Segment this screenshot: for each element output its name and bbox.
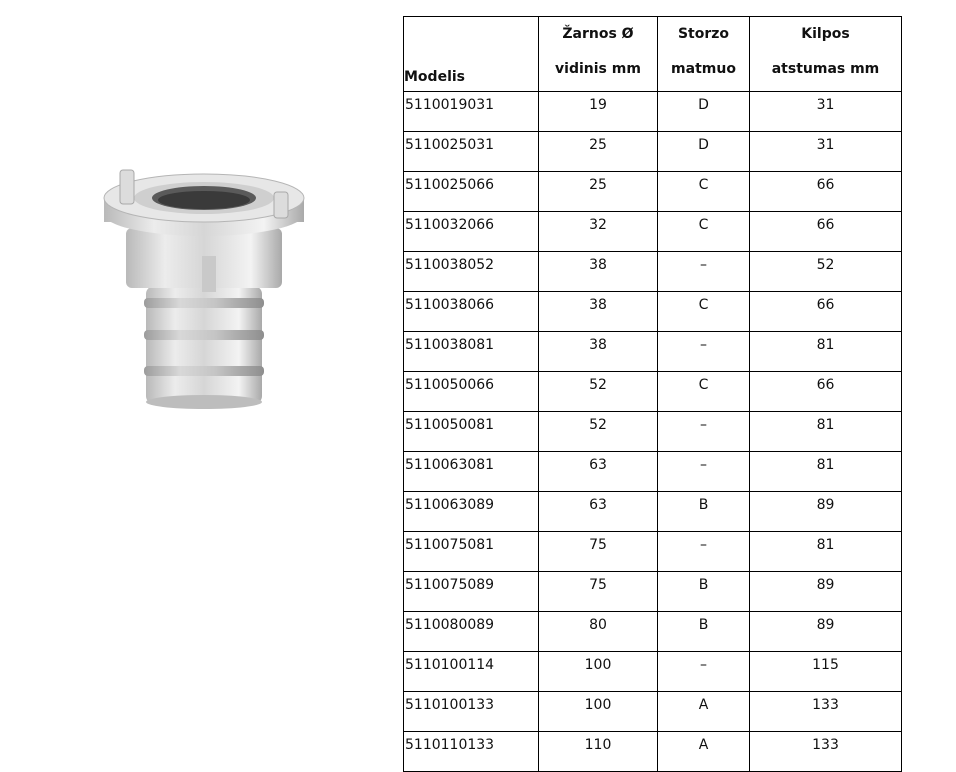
cell-hose-diameter: 19 <box>539 92 658 132</box>
cell-storz-size: – <box>658 412 750 452</box>
header-hose-line2: vidinis mm <box>555 61 641 77</box>
cell-claw-distance: 81 <box>750 532 902 572</box>
table-row <box>404 612 902 652</box>
cell-claw-distance: 31 <box>750 92 902 132</box>
cell-claw-distance: 81 <box>750 332 902 372</box>
cell-model: 5110063081 <box>404 452 539 492</box>
cell-model: 5110038052 <box>404 252 539 292</box>
header-claw-distance <box>750 17 902 92</box>
table-row <box>404 732 902 772</box>
cell-claw-distance: 66 <box>750 212 902 252</box>
cell-model: 5110019031 <box>404 92 539 132</box>
cell-model: 5110075089 <box>404 572 539 612</box>
cell-claw-distance: 89 <box>750 492 902 532</box>
cell-storz-size: B <box>658 492 750 532</box>
cell-model: 5110080089 <box>404 612 539 652</box>
table-row <box>404 172 902 212</box>
header-claw-line1: Kilpos <box>801 26 850 42</box>
cell-model: 5110025031 <box>404 132 539 172</box>
cell-storz-size: A <box>658 692 750 732</box>
table-row <box>404 252 902 292</box>
cell-model: 5110063089 <box>404 492 539 532</box>
cell-claw-distance: 52 <box>750 252 902 292</box>
cell-storz-size: B <box>658 612 750 652</box>
header-storz-line1: Storzo <box>677 26 730 42</box>
table-row <box>404 452 902 492</box>
cell-hose-diameter: 100 <box>539 652 658 692</box>
cell-hose-diameter: 25 <box>539 172 658 212</box>
table-row <box>404 572 902 612</box>
header-storz-size <box>658 17 750 92</box>
cell-hose-diameter: 110 <box>539 732 658 772</box>
cell-hose-diameter: 75 <box>539 572 658 612</box>
cell-model: 5110110133 <box>404 732 539 772</box>
table-header-row <box>404 17 902 92</box>
cell-storz-size: – <box>658 252 750 292</box>
cell-hose-diameter: 38 <box>539 292 658 332</box>
cell-storz-size: C <box>658 212 750 252</box>
cell-claw-distance: 115 <box>750 652 902 692</box>
cell-model: 5110025066 <box>404 172 539 212</box>
cell-model: 5110038081 <box>404 332 539 372</box>
table-row <box>404 292 902 332</box>
cell-model: 5110075081 <box>404 532 539 572</box>
header-model: Modelis <box>404 17 539 92</box>
cell-hose-diameter: 25 <box>539 132 658 172</box>
table-row <box>404 532 902 572</box>
cell-storz-size: D <box>658 92 750 132</box>
cell-hose-diameter: 52 <box>539 412 658 452</box>
cell-claw-distance: 66 <box>750 292 902 332</box>
cell-model: 5110100133 <box>404 692 539 732</box>
cell-storz-size: C <box>658 172 750 212</box>
header-storz-line2: matmuo <box>671 61 736 77</box>
product-spec-table <box>403 16 902 772</box>
table-row <box>404 332 902 372</box>
cell-hose-diameter: 52 <box>539 372 658 412</box>
cell-model: 5110050081 <box>404 412 539 452</box>
cell-hose-diameter: 63 <box>539 452 658 492</box>
cell-claw-distance: 66 <box>750 372 902 412</box>
cell-storz-size: B <box>658 572 750 612</box>
cell-storz-size: C <box>658 292 750 332</box>
cell-claw-distance: 66 <box>750 172 902 212</box>
cell-claw-distance: 31 <box>750 132 902 172</box>
cell-model: 5110100114 <box>404 652 539 692</box>
cell-model: 5110038066 <box>404 292 539 332</box>
cell-claw-distance: 81 <box>750 412 902 452</box>
cell-hose-diameter: 38 <box>539 332 658 372</box>
table-row <box>404 212 902 252</box>
header-hose-diameter <box>539 17 658 92</box>
header-hose-line1: Žarnos Ø <box>562 26 634 42</box>
table-row <box>404 492 902 532</box>
cell-claw-distance: 81 <box>750 452 902 492</box>
cell-hose-diameter: 80 <box>539 612 658 652</box>
cell-claw-distance: 89 <box>750 612 902 652</box>
cell-hose-diameter: 63 <box>539 492 658 532</box>
header-claw-line2: atstumas mm <box>771 61 880 77</box>
cell-model: 5110032066 <box>404 212 539 252</box>
cell-storz-size: – <box>658 532 750 572</box>
cell-claw-distance: 133 <box>750 732 902 772</box>
table-row <box>404 692 902 732</box>
cell-claw-distance: 89 <box>750 572 902 612</box>
table-row <box>404 132 902 172</box>
cell-hose-diameter: 75 <box>539 532 658 572</box>
cell-model: 5110050066 <box>404 372 539 412</box>
cell-storz-size: C <box>658 372 750 412</box>
cell-hose-diameter: 38 <box>539 252 658 292</box>
cell-hose-diameter: 32 <box>539 212 658 252</box>
cell-storz-size: – <box>658 332 750 372</box>
cell-storz-size: – <box>658 652 750 692</box>
table-row <box>404 412 902 452</box>
table-row <box>404 372 902 412</box>
cell-hose-diameter: 100 <box>539 692 658 732</box>
storz-coupling-image <box>98 158 310 410</box>
cell-storz-size: – <box>658 452 750 492</box>
cell-storz-size: A <box>658 732 750 772</box>
cell-claw-distance: 133 <box>750 692 902 732</box>
cell-storz-size: D <box>658 132 750 172</box>
table-row <box>404 92 902 132</box>
table-row <box>404 652 902 692</box>
